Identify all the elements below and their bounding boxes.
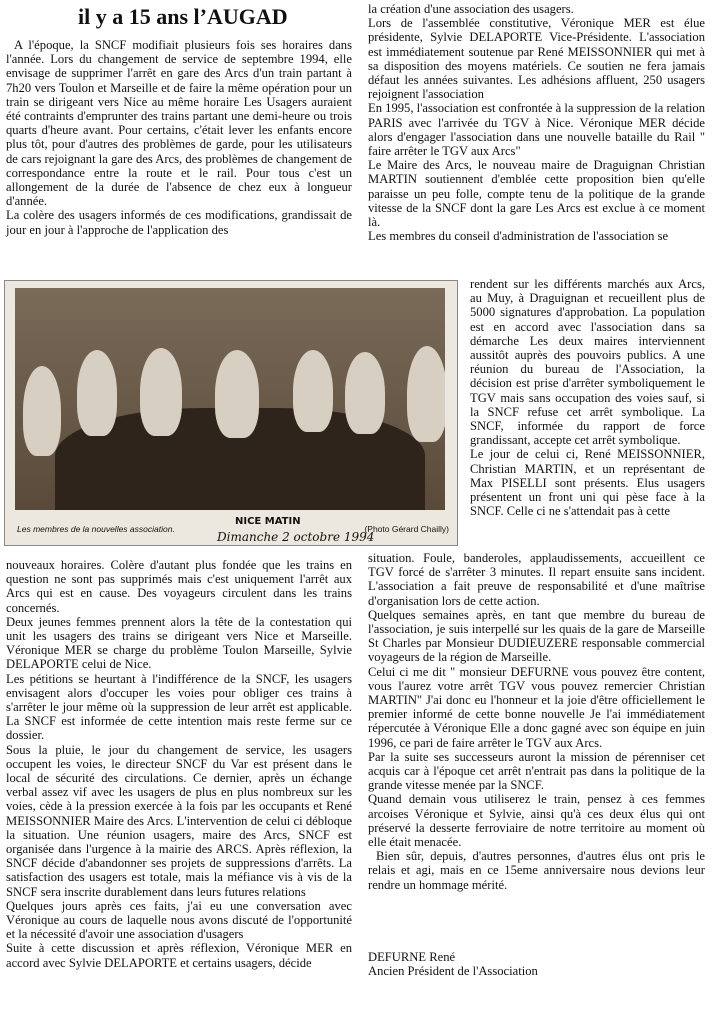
paragraph: Deux jeunes femmes prennent alors la tête de la contestation qui unit les usagers des trains se dirigeant vers Nice et Marseille. Véronique MER se charge du problème Toulon Marseille, Sylvie DELAPORTE celui de Nice. [6, 614, 352, 672]
photo-caption: Les membres de la nouvelles association. [17, 524, 175, 534]
paragraph: Quelques semaines après, en tant que membre du bureau de l'association, je suis interpellé sur les quais de la gare de Marseille St Charles par Monsieur DUDIEUZERE responsable commercial voyageurs de la région de Marseille. [368, 607, 705, 665]
paragraph: En 1995, l'association est confrontée à la suppression de la relation PARIS avec l'arrivée du TGV à Nice. Véronique MER décide alors d'engager l'association dans une nouvelle bataille du Rail " faire arrêter le TGV aux Arcs" [368, 101, 705, 159]
paragraph: Le jour de celui ci, René MEISSONNIER, Christian MARTIN, et un représentant de Max PISELLI sont présents. Elus usagers présentent un front uni qui pèse face à la SNCF. Celle ci ne s'attendait pas à cette [470, 447, 705, 519]
column-right-mid [470, 277, 705, 518]
paragraph: Quand demain vous utiliserez le train, pensez à ces femmes arcoises Véronique et Sylvie, ainsi qu'à ces deux élus qui ont préservé la desserte ferroviaire de notre territoire au moment où elle était menacée. [368, 792, 705, 850]
paragraph: Sous la pluie, le jour du changement de service, les usagers occupent les voies, le directeur SNCF du Var est présent dans le local de sécurité des circulations. Ce dernier, après un échange verbal assez vif avec les usagers de plus en plus nombreux sur les voies, cède à la pression exercée à la fois par les occupants et René MEISSONNIER Maire des Arcs. L'intervention de celui ci débloque la situation. Une réunion usagers, maire des Arcs, SNCF est organisée dans l'urgence à la mairie des ARCS. Après réflexion, la SNCF décide d'abandonner ses projets de suppressions d'arrêts. La satisfaction des usagers est totale, mais la méfiance vis à vis de la SNCF sera inscrite durablement dans leurs futures relations [6, 742, 352, 899]
paragraph: Bien sûr, depuis, d'autres personnes, d'autres élus ont pris le relais et agi, mais en ce 15eme anniversaire nous devions leur rendre un hommage mérité. [368, 849, 705, 892]
paragraph: la création d'une association des usagers. [368, 2, 574, 16]
paragraph: A l'époque, la SNCF modifiait plusieurs fois ses horaires dans l'année. Lors du changement de service de septembre 1994, elle envisage de supprimer l'arrêt en gare des Arcs d'un train partant à 7h20 vers Toulon et Marseille et de faire la même opération pour un train se dirigeant vers Nice au même horaire Les Usagers auraient été contraints d'emprunter des trains partant une demi-heure ou trois quarts d'heure avant. Pour certains, c'était lever les enfants encore plus tôt, pour d'autres des problèmes de garde, pour les utilisateurs de cars rejoignant la gare des Arcs, des problèmes de changement de correspondance entre la route et le rail. Pour tous c'est un allongement de la durée de l'absence de chez eux à longueur d'année. [6, 38, 352, 209]
article-title: il y a 15 ans l’AUGAD [78, 4, 288, 29]
paragraph: situation. Foule, banderoles, applaudissements, accueillent ce TGV forcé de s'arrêter 3 minutes. Il repart ensuite sans incident. L'association a fait preuve de responsabilité et d'une maîtrise d'organisation lors de cette action. [368, 551, 705, 608]
paragraph: Les pétitions se heurtant à l'indifférence de la SNCF, les usagers envisagent alors d'occuper les voies pour obliger ces trains à s'arrêter le jour même où la suppression de leur arrêt est applicable. La SNCF est informée de cette intention mais reste ferme sur ce dossier. [6, 671, 352, 743]
paragraph: Les membres du conseil d'administration de l'association se [368, 229, 669, 244]
paragraph: Suite à cette discussion et après réflexion, Véronique MER en accord avec Sylvie DELAPORTE et certains usagers, décide [6, 941, 352, 970]
signature-block [368, 950, 538, 978]
paragraph: rendent sur les différents marchés aux Arcs, au Muy, à Draguignan et recueillent plus de 5000 signatures d'approbation. La population est en accord avec l'association dans sa démarche Les deux maires interviennent aussitôt auprès des pouvoirs publics. A une réunion du bureau de l'Association, la décision est prise d'arrêter symboliquement le TGV mais sans occupation des voies sauf, si la SNCF refuse cet arrêt symbolique. La SNCF, informée du rapport de force grandissant, accepte cet arrêt symbolique. [470, 277, 705, 448]
paragraph: La colère des usagers informés de ces modifications, grandissait de jour en jour à l'approche de l'application des [6, 208, 352, 237]
news-photo [4, 280, 458, 546]
column-left-top [6, 38, 352, 237]
handwritten-date: Dimanche 2 octobre 1994 [217, 530, 375, 544]
photo-image [15, 288, 445, 510]
paragraph: Lors de l'assemblée constitutive, Véronique MER est élue présidente, Sylvie DELAPORTE Vice-Présidente. L'association est immédiatement soutenue par René MEISSONNIER qui met à sa disposition des moyens matériels. Ce soutien ne fera jamais défaut les années suivantes. Les adhésions affluent, 250 usagers rejoignent l'association [368, 16, 705, 102]
column-right-bottom [368, 551, 705, 892]
column-left-bottom [6, 558, 352, 970]
column-right-top [368, 2, 705, 243]
author-name: DEFURNE René [368, 950, 456, 964]
paragraph: Celui ci me dit " monsieur DEFURNE vous pouvez être content, vous l'aurez votre arrêt TGV vous pouvez remercier Christian MARTIN" J'ai donc eu l'honneur et la joie d'être officiellement le premier informé de cette bonne nouvelle Je l'ai immédiatement répercutée à Véronique Elle a donc gagné avec son équipe en juin 1996, ce pari de faire arrêter le TGV aux Arcs. [368, 664, 705, 750]
handwritten-source: NICE MATIN [235, 516, 301, 527]
photo-credit: (Photo Gérard Chailly) [364, 524, 449, 534]
paragraph: Le Maire des Arcs, le nouveau maire de Draguignan Christian MARTIN soutiennent d'emblée cette proposition bien qu'elle paraisse un peu folle, compte tenu de la politique de la grande vitesse de la SNCF dont la gare Les Arcs est exclue à ce moment là. [368, 158, 705, 230]
paragraph: nouveaux horaires. Colère d'autant plus fondée que les trains en question ne sont pas supprimés mais c'est uniquement l'arrêt aux Arcs qui est en cause. Des voyageurs circulent dans les trains concernés. [6, 558, 352, 615]
paragraph: Par la suite ses successeurs auront la mission de pérenniser cet acquis car à l'époque cet arrêt n'entrait pas dans la politique de la grande vitesse menée par la SNCF. [368, 749, 705, 793]
paragraph: Quelques jours après ces faits, j'ai eu une conversation avec Véronique au cours de laquelle nous avons discuté de l'opportunité et la nécessité d'avoir une association d'usagers [6, 898, 352, 942]
author-role: Ancien Président de l'Association [368, 964, 538, 979]
